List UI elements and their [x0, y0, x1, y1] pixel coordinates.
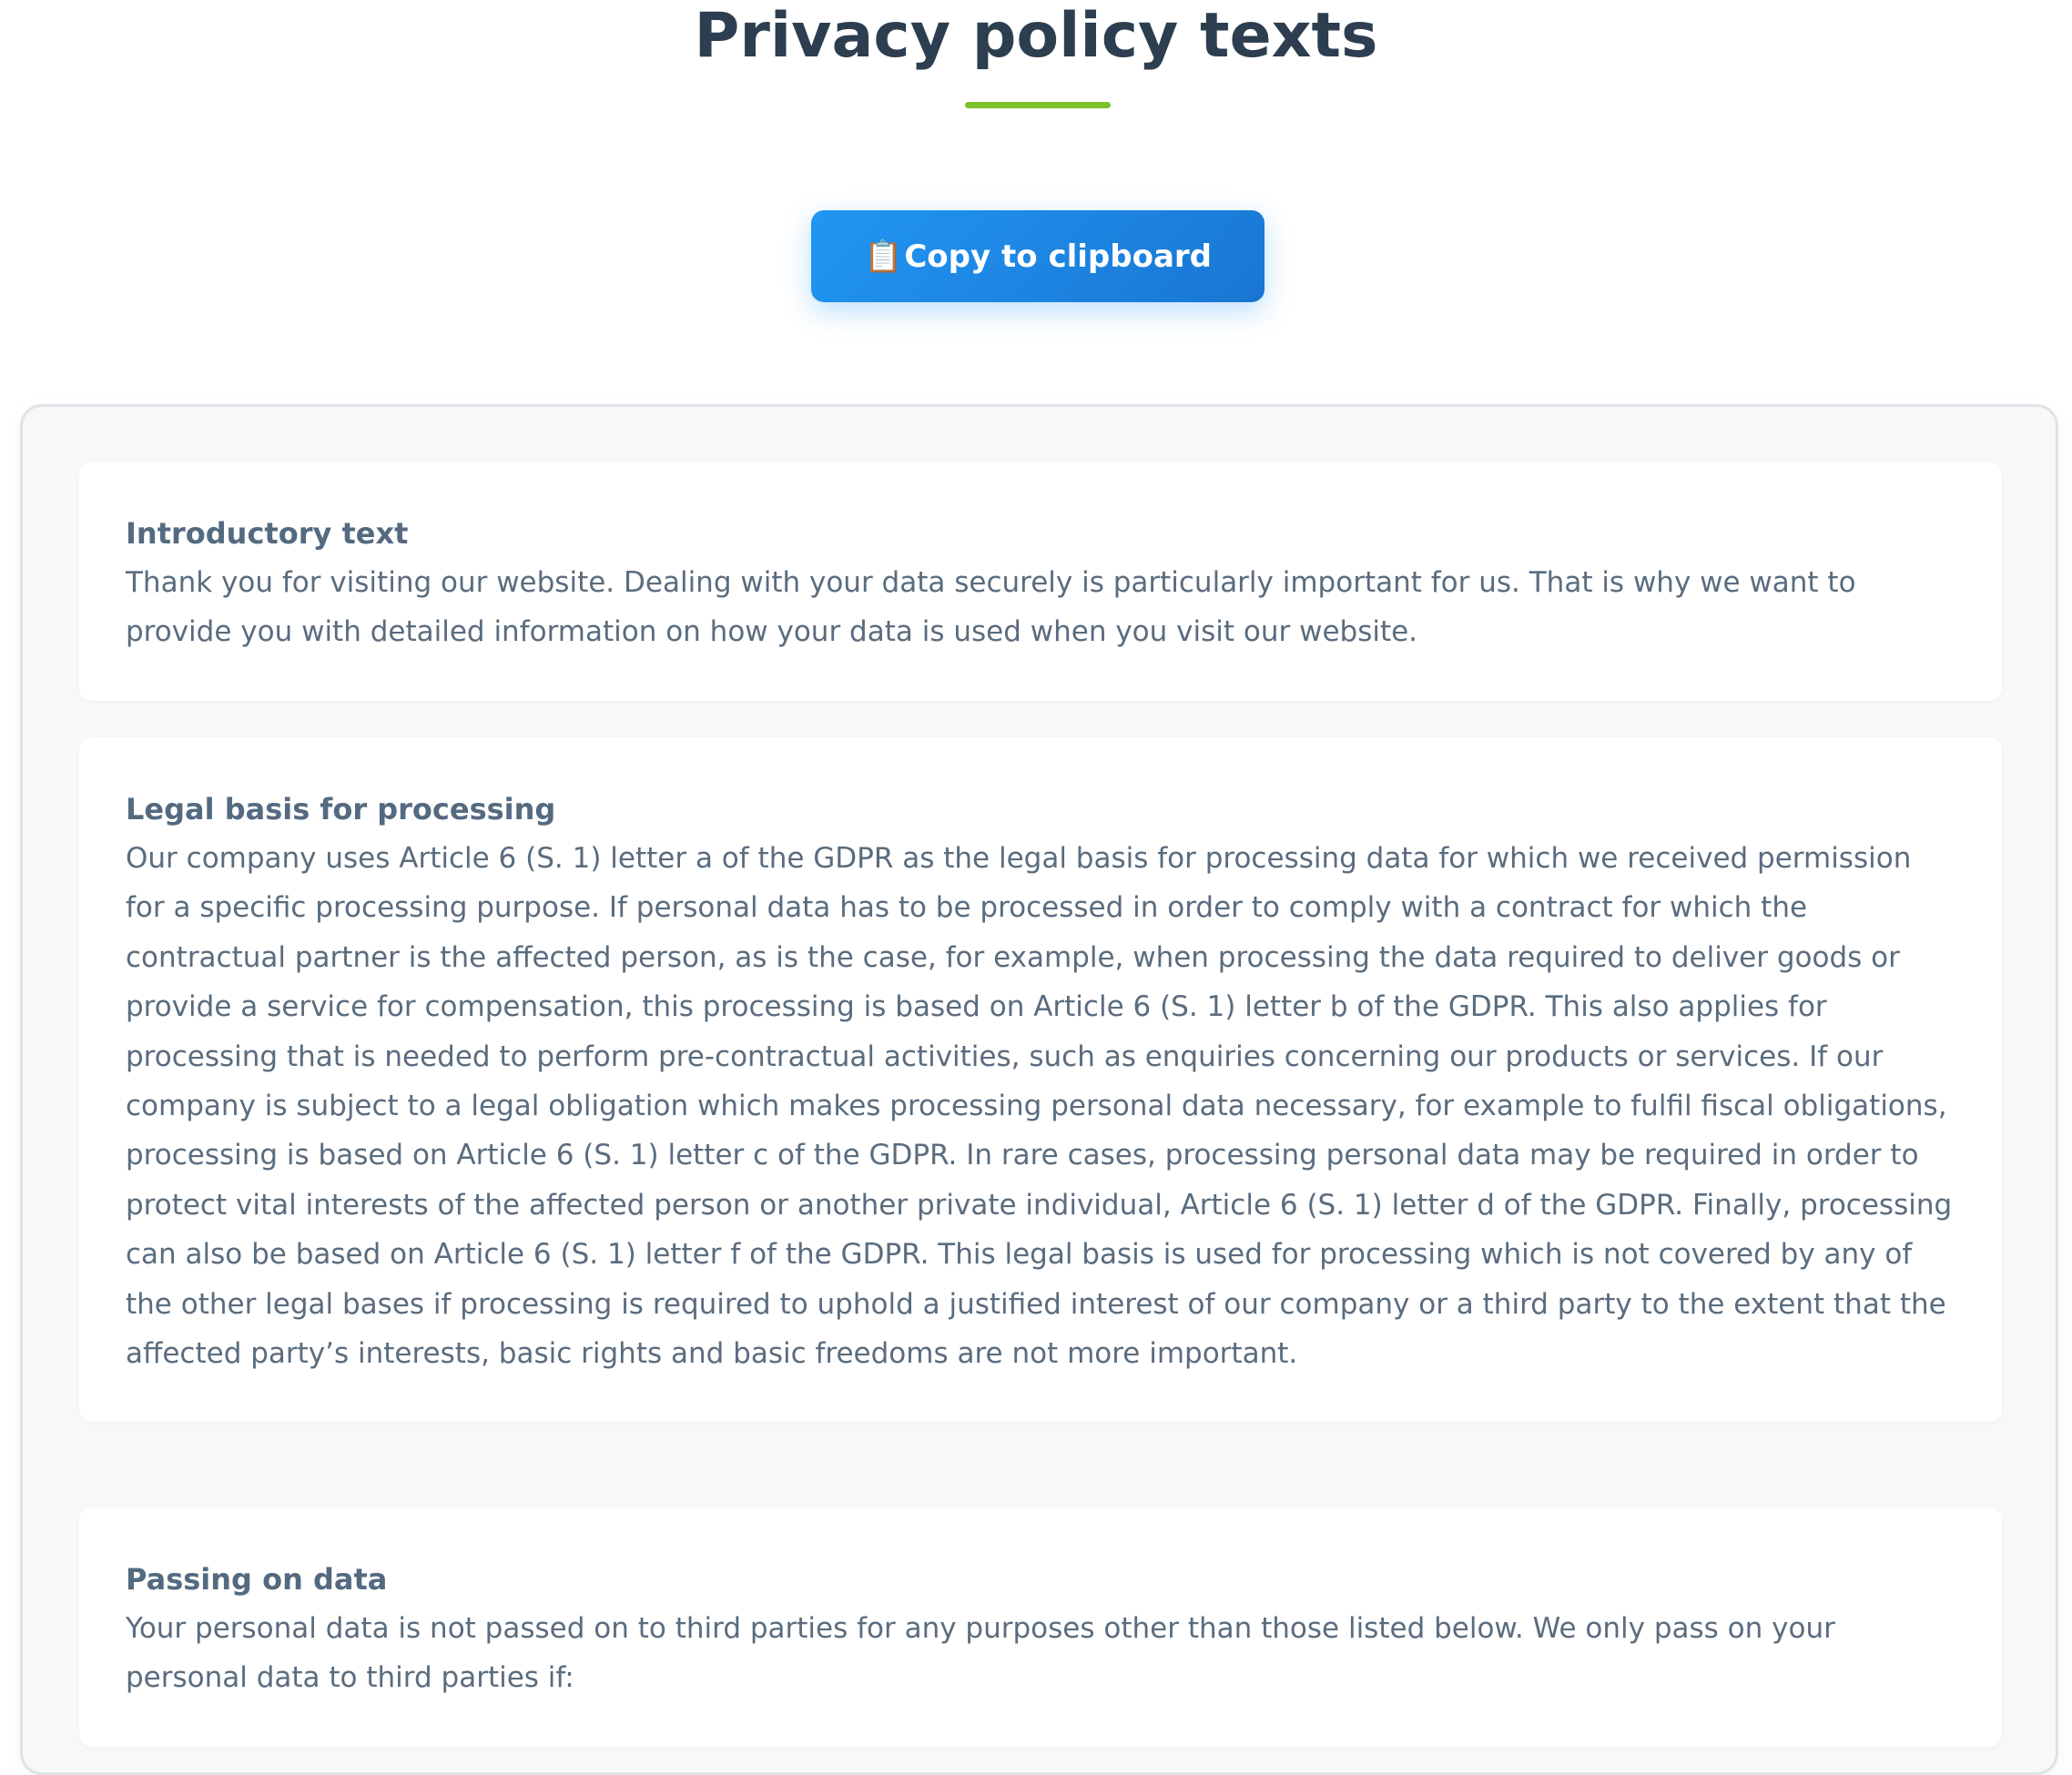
section-heading: Passing on data: [126, 1562, 388, 1597]
section-passing-on-data: [79, 1507, 2002, 1747]
section-legal-basis: [79, 737, 2002, 1422]
copy-to-clipboard-button[interactable]: [811, 210, 1265, 302]
section-body: Your personal data is not passed on to third parties for any purposes other than those listed below. We only pass on your personal data to third parties if:: [126, 1612, 1835, 1695]
policy-text-container: [20, 404, 2058, 1775]
section-body: Thank you for visiting our website. Dealing with your data securely is particularly important for us. That is why we want to provide you with detailed information on how your data is used when you visit our website.: [126, 566, 1856, 649]
section-introductory-text: [79, 462, 2002, 701]
clipboard-icon: 📋: [864, 238, 903, 275]
section-body: Our company uses Article 6 (S. 1) letter a of the GDPR as the legal basis for processing data for which we received permission for a specific processing purpose. If personal data has to be processed in order to comply with a contract for which the contractual partner is the affected person, as is the case, for example, when processing the data required to deliver goods or provide a service for compensation, this processing is based on Article 6 (S. 1) letter b of the GDPR. This also applies for processing that is needed to perform pre-contractual activities, such as enquiries concerning our products or services. If our company is subject to a legal obligation which makes processing personal data necessary, for example to fulfil fiscal obligations, processing is based on Article 6 (S. 1) letter c of the GDPR. In rare cases, processing personal data may be required in order to protect vital interests of the affected person or another private individual, Article 6 (S. 1) letter d of the GDPR. Finally, processing can also be based on Article 6 (S. 1) letter f of the GDPR. This legal basis is used for processing which is not covered by any of the other legal bases if processing is required to uphold a justified interest of our company or a third party to the extent that the affected party’s interests, basic rights and basic freedoms are not more important.: [126, 842, 1953, 1371]
title-underline: [965, 102, 1111, 108]
page-title: Privacy policy texts: [694, 0, 1378, 72]
section-heading: Legal basis for processing: [126, 792, 556, 827]
copy-button-label: Copy to clipboard: [904, 238, 1212, 275]
section-heading: Introductory text: [126, 516, 409, 551]
